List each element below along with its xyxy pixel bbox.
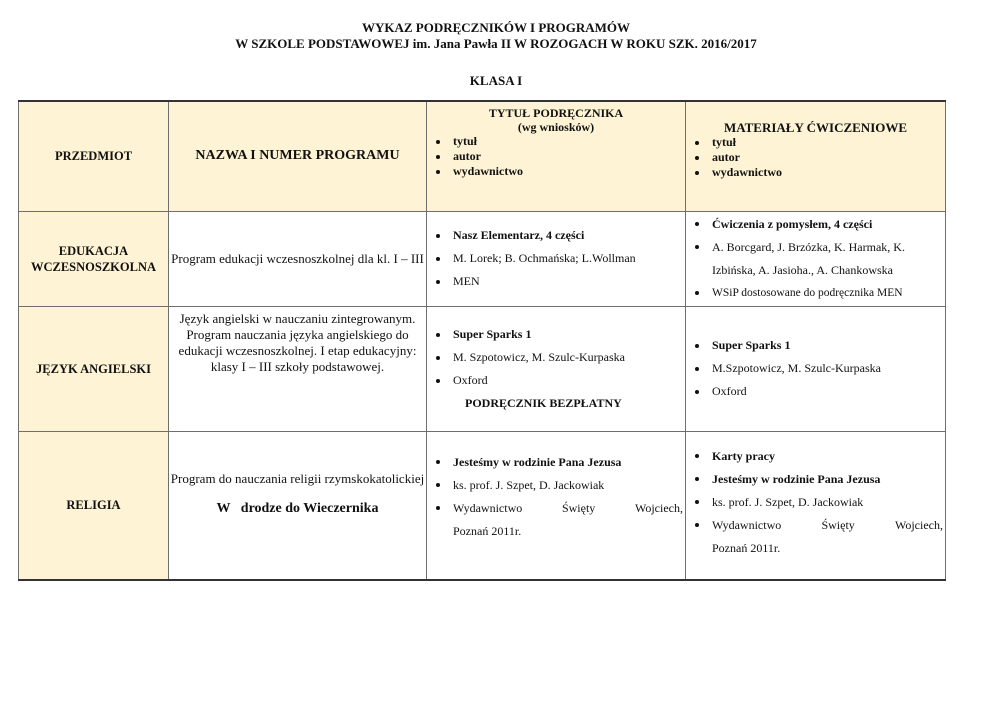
subject-cell (19, 211, 169, 306)
list-item: autor (686, 150, 945, 165)
textbook-publisher (427, 497, 685, 520)
publisher-continued: Poznań 2011r. (712, 540, 781, 555)
materials-list (686, 445, 945, 537)
program-cell (169, 211, 427, 306)
subject-label: RELIGIA (66, 498, 121, 513)
textbook-cell (427, 306, 686, 431)
table-row (19, 306, 946, 431)
publisher-word: Wojciech, (894, 517, 943, 532)
textbook-list (427, 323, 685, 392)
header-textbook-label: TYTUŁ PODRĘCZNIKA (488, 106, 624, 120)
list-item: wydawnictwo (427, 164, 685, 179)
textbook-publisher: Oxford (427, 369, 685, 392)
materials-author: ks. prof. J. Szpet, D. Jackowiak (686, 491, 945, 514)
textbook-author: M. Szpotowicz, M. Szulc-Kurpaska (427, 346, 685, 369)
materials-title: Karty pracy (686, 445, 945, 468)
list-item: tytuł (427, 134, 685, 149)
publisher-continued: Poznań 2011r. (453, 523, 522, 538)
materials-author: M.Szpotowicz, M. Szulc-Kurpaska (686, 357, 945, 380)
header-subject-label: PRZEDMIOT (54, 149, 133, 164)
header-materials-list (686, 135, 945, 180)
program-text: Program do nauczania religii rzymskokatolickiej (170, 471, 425, 487)
document-subtitle: W SZKOLE PODSTAWOWEJ im. Jana Pawła II W ROZOGACH W ROKU SZK. 2016/2017 (235, 36, 757, 51)
program-title: W drodze do Wieczernika (216, 501, 379, 517)
materials-cell (686, 306, 946, 431)
materials-title: Super Sparks 1 (686, 334, 945, 357)
materials-author-continued: Izbińska, A. Jasioha., A. Chankowska (712, 262, 893, 277)
list-item: wydawnictwo (686, 165, 945, 180)
textbook-author: ks. prof. J. Szpet, D. Jackowiak (427, 474, 685, 497)
table-row (19, 431, 946, 580)
header-program (169, 101, 427, 211)
materials-cell (686, 431, 946, 580)
textbook-title: Super Sparks 1 (427, 323, 685, 346)
header-materials-label: MATERIAŁY ĆWICZENIOWE (723, 120, 908, 135)
materials-cell (686, 211, 946, 306)
materials-list (686, 282, 945, 305)
materials-subtitle: Jesteśmy w rodzinie Pana Jezusa (686, 468, 945, 491)
textbook-title: Nasz Elementarz, 4 części (427, 224, 685, 247)
textbook-publisher: MEN (427, 270, 685, 293)
textbook-title: Jesteśmy w rodzinie Pana Jezusa (427, 451, 685, 474)
table-row (19, 211, 946, 306)
publisher-word: Wydawnictwo (453, 500, 523, 515)
textbook-table (18, 100, 946, 581)
header-subject (19, 101, 169, 211)
program-text: Program edukacji wczesnoszkolnej dla kl. I – III (171, 250, 424, 266)
publisher-word: Święty (561, 500, 596, 515)
textbook-author: M. Lorek; B. Ochmańska; L.Wollman (427, 247, 685, 270)
publisher-word: Święty (821, 517, 855, 532)
header-textbook-list (427, 134, 685, 179)
header-textbook (427, 101, 686, 211)
materials-publisher: Oxford (686, 380, 945, 403)
subject-label: EDUKACJA WCZESNOSZKOLNA (30, 243, 157, 274)
document-title: WYKAZ PODRĘCZNIKÓW I PROGRAMÓW (361, 20, 631, 35)
table-header-row (19, 101, 946, 211)
list-item: autor (427, 149, 685, 164)
textbook-cell (427, 431, 686, 580)
materials-publisher (686, 514, 945, 537)
subject-cell (19, 306, 169, 431)
class-label: KLASA I (469, 73, 523, 88)
program-cell (169, 431, 427, 580)
textbook-cell (427, 211, 686, 306)
materials-list (686, 334, 945, 403)
header-materials (686, 101, 946, 211)
free-textbook-note: PODRĘCZNIK BEZPŁATNY (465, 396, 622, 410)
materials-author: A. Borcgard, J. Brzózka, K. Harmak, K. (686, 236, 945, 259)
subject-cell (19, 431, 169, 580)
list-item: tytuł (686, 135, 945, 150)
materials-list (686, 213, 945, 259)
subject-label: JĘZYK ANGIELSKI (36, 361, 151, 376)
program-text: Język angielski w nauczaniu zintegrowanym. Program nauczania języka angielskiego do edukacji wczesnoszkolnej. I etap edukacyjny: klasy I – III szkoły podstawowej. (178, 310, 417, 374)
publisher-word: Wojciech, (634, 500, 683, 515)
header-program-label: NAZWA I NUMER PROGRAMU (195, 148, 400, 164)
header-textbook-note: (wg wniosków) (517, 120, 595, 134)
materials-publisher: WSiP dostosowane do podręcznika MEN (686, 282, 945, 305)
materials-title: Ćwiczenia z pomysłem, 4 części (686, 213, 945, 236)
textbook-list (427, 224, 685, 293)
publisher-word: Wydawnictwo (712, 517, 782, 532)
textbook-list (427, 451, 685, 520)
program-cell (169, 306, 427, 431)
